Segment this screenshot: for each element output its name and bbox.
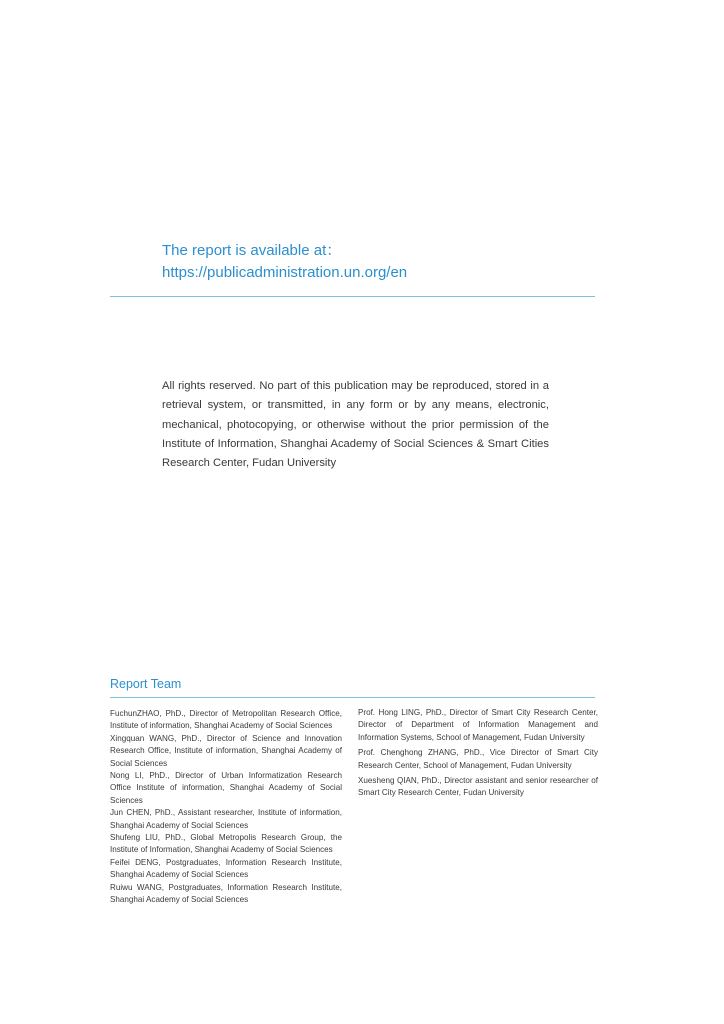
team-member: Jun CHEN, PhD., Assistant researcher, Institute of information, Shanghai Academy of Social Sciences <box>110 808 342 830</box>
availability-block <box>162 240 602 284</box>
team-member: Xuesheng QIAN, PhD., Director assistant and senior researcher of Smart City Research Center, Fudan University <box>358 776 598 798</box>
team-member: Xingquan WANG, PhD., Director of Science and Innovation Research Office, Institute of information, Shanghai Academy of Social Sciences <box>110 733 342 768</box>
report-url-link[interactable]: https://publicadministration.un.org/en <box>162 264 408 281</box>
team-member: Feifei DENG, Postgraduates, Information Research Institute, Shanghai Academy of Social Sciences <box>110 857 342 880</box>
team-list-right <box>358 707 598 803</box>
team-member: Prof. Chenghong ZHANG, PhD., Vice Director of Smart City Research Center, School of Management, Fudan University <box>358 748 598 770</box>
team-member: Nong LI, PhD., Director of Urban Informatization Research Office Institute of information, Shanghai Academy of Social Sciences <box>110 771 342 805</box>
team-member: FuchunZHAO, PhD., Director of Metropolitan Research Office, Institute of information, Shanghai Academy of Social Sciences <box>110 709 342 731</box>
availability-label: The report is available at： <box>162 242 342 259</box>
section-divider <box>110 296 595 297</box>
team-member: Shufeng LIU, PhD., Global Metropolis Research Group, the Institute of Information, Shanghai Academy of Social Sciences <box>110 833 342 855</box>
report-team-divider <box>110 697 595 698</box>
team-list-left <box>110 708 342 907</box>
team-member: Ruiwu WANG, Postgraduates, Information Research Institute, Shanghai Academy of Social Sciences <box>110 882 342 905</box>
team-member: Prof. Hong LING, PhD., Director of Smart City Research Center, Director of Department of Information Management and Information Systems, School of Management, Fudan University <box>358 708 598 742</box>
rights-notice: All rights reserved. No part of this publication may be reproduced, stored in a retrieval system, or transmitted, in any form or by any means, electronic, mechanical, photocopying, or otherwise without the prior permission of the Institute of Information, Shanghai Academy of Social Sciences & Smart Cities Research Center, Fudan University <box>162 380 549 470</box>
report-team-heading: Report Team <box>110 677 182 691</box>
